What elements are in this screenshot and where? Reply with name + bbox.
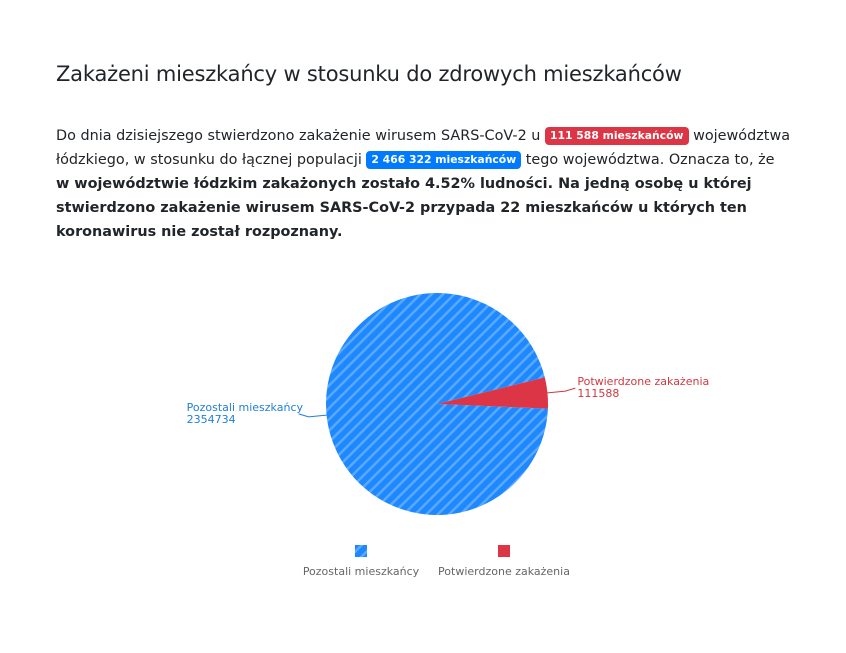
legend-swatch-2[interactable] xyxy=(498,545,510,557)
slice-infected-value: 111588 xyxy=(577,387,620,401)
legend xyxy=(303,545,570,578)
slice-infected-leader-line xyxy=(547,388,575,393)
population-badge: 2 466 322 mieszkańców xyxy=(366,151,521,169)
legend-label-1[interactable]: Pozostali mieszkańcy xyxy=(302,565,420,578)
page-title: Zakażeni mieszkańcy w stosunku do zdrowych mieszkańców xyxy=(56,62,682,86)
pie-slices xyxy=(326,293,548,515)
legend-swatch-1[interactable] xyxy=(355,545,367,557)
summary-text-1: Do dnia dzisiejszego stwierdzono zakażenie wirusem SARS-CoV-2 u xyxy=(56,128,541,144)
slice-infected-label: Potwierdzone zakażenia xyxy=(577,375,710,389)
summary-bold-text: w województwie łódzkim zakażonych zostało 4.52% ludności. Na jedną osobę u której stwierdzono zakażenie wirusem SARS-CoV-2 przypada 22 mieszkańców u których ten koronawirus nie został rozpoznany. xyxy=(56,176,752,240)
summary-text-3: tego województwa. Oznacza to, że xyxy=(525,152,775,168)
infected-count-badge: 111 588 mieszkańców xyxy=(545,127,689,145)
slice-healthy-label: Pozostali mieszkańcy xyxy=(186,400,304,414)
legend-label-2[interactable]: Potwierdzone zakażenia xyxy=(438,565,570,578)
summary-text-2: województwa łódzkiego, w stosunku do łącznej populacji xyxy=(56,128,791,168)
slice-healthy-value: 2354734 xyxy=(186,412,236,426)
slice-healthy-leader-line xyxy=(299,414,327,417)
